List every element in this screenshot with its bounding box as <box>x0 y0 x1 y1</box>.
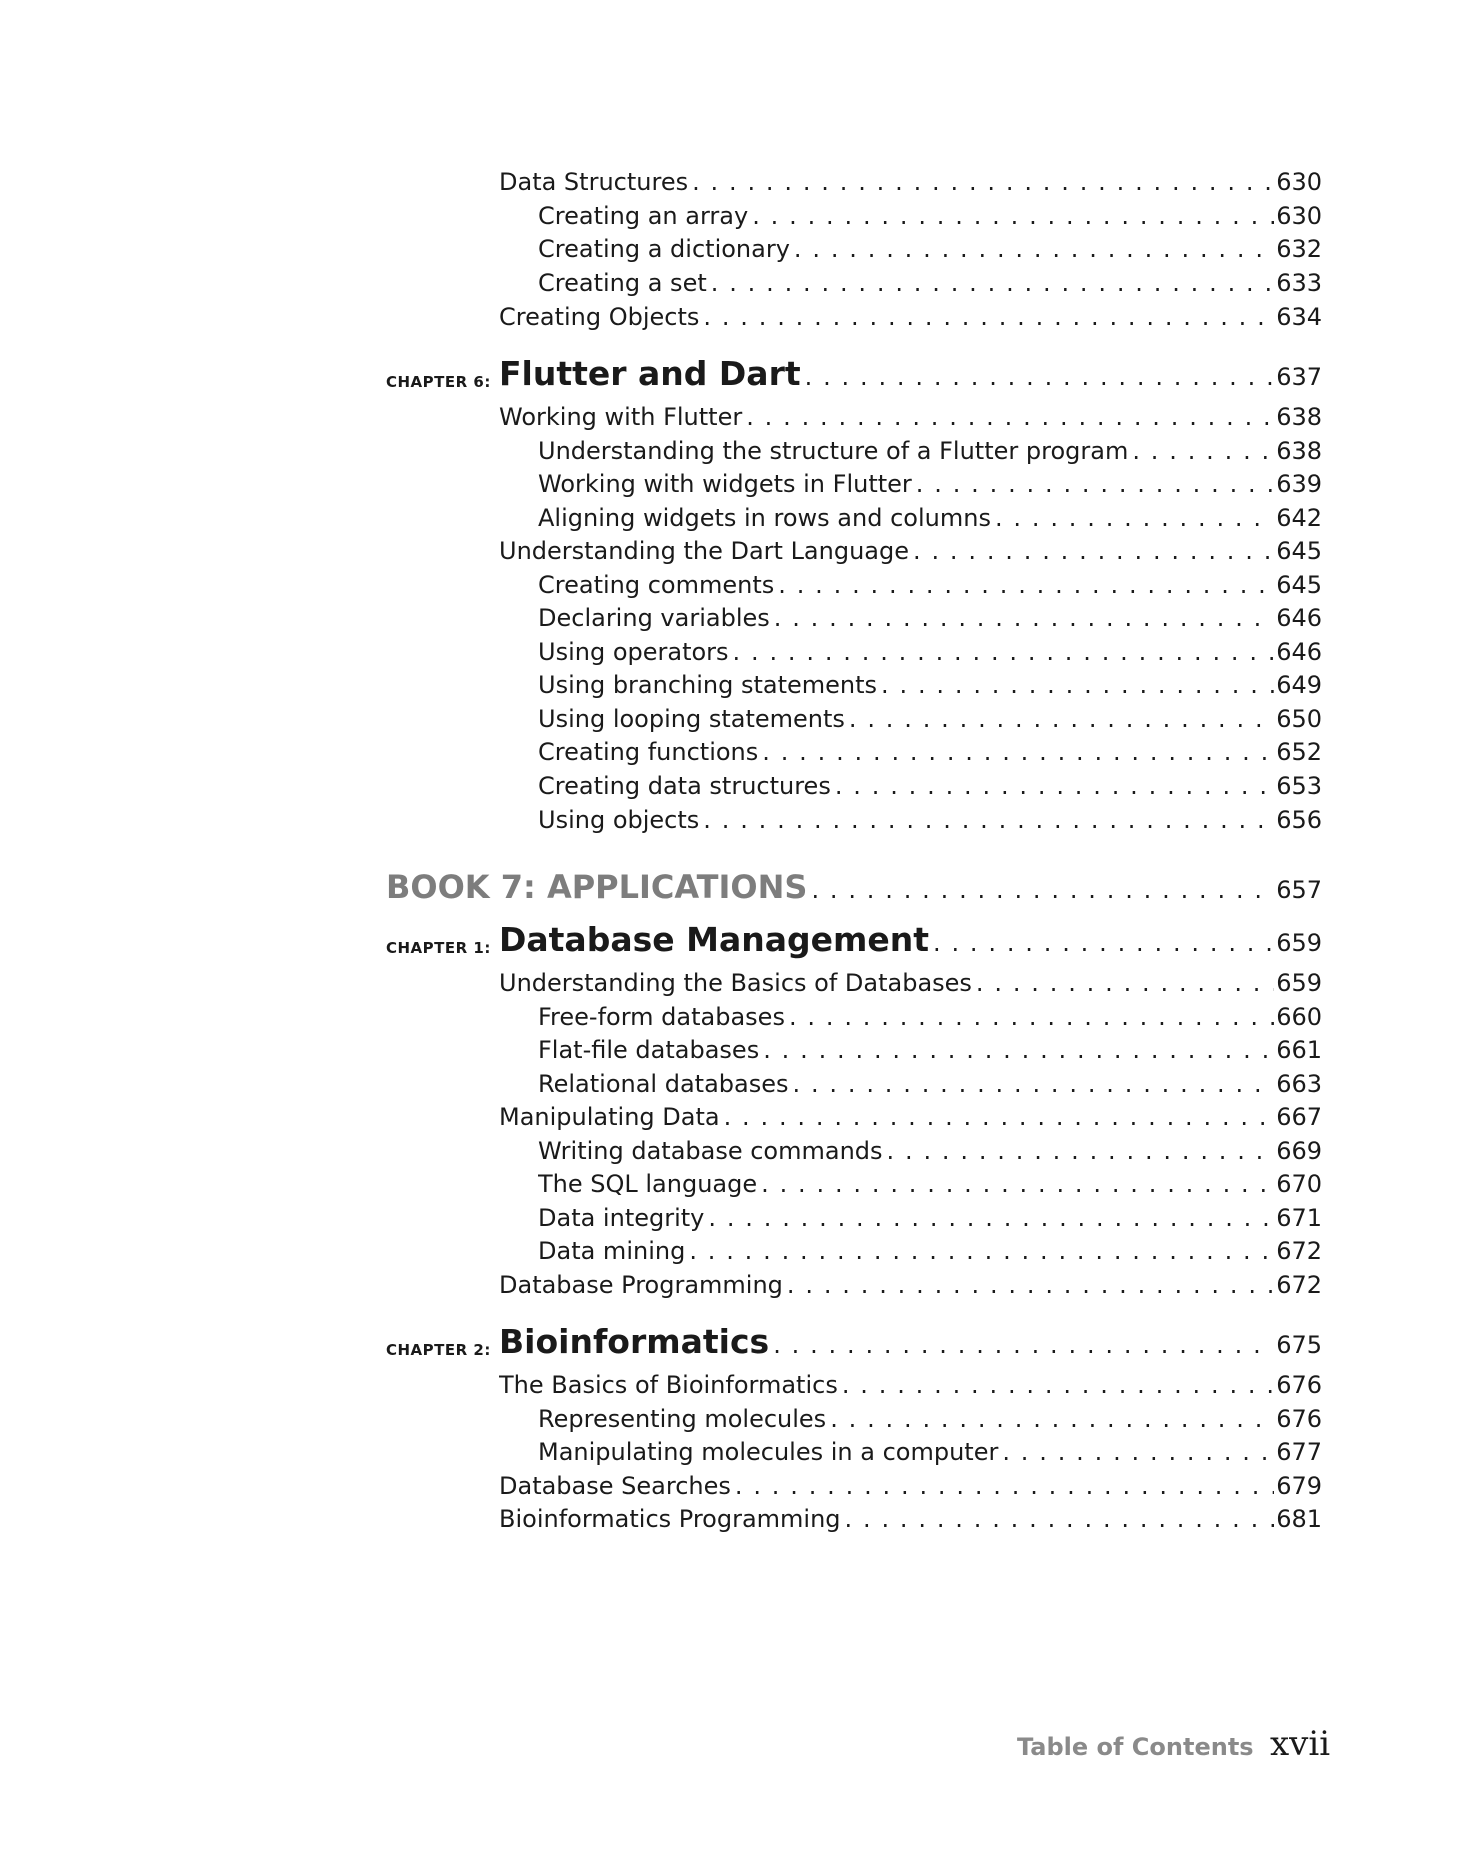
toc-book[interactable] <box>386 868 1322 906</box>
toc-entry-label: Writing database commands <box>538 1137 883 1165</box>
toc-page-number: 676 <box>1276 1405 1322 1433</box>
toc-entry-label: Flat-file databases <box>538 1036 760 1064</box>
toc-page-number: 646 <box>1276 604 1322 632</box>
toc-page-number: 630 <box>1276 168 1322 196</box>
leader-dots <box>881 671 1274 699</box>
toc-page-number: 671 <box>1276 1204 1322 1232</box>
leader-dots <box>703 303 1274 331</box>
toc-subentry[interactable] <box>538 705 1322 733</box>
toc-subentry[interactable] <box>538 571 1322 599</box>
leader-dots <box>703 806 1274 834</box>
toc-entry-label: Creating a set <box>538 269 707 297</box>
toc-subentry[interactable] <box>538 1003 1322 1031</box>
toc-entry[interactable] <box>499 537 1322 565</box>
toc-page-number: 677 <box>1276 1438 1322 1466</box>
toc-page-number: 676 <box>1276 1371 1322 1399</box>
toc-page-number: 638 <box>1276 403 1322 431</box>
toc-page-number: 670 <box>1276 1170 1322 1198</box>
toc-page-number: 652 <box>1276 738 1322 766</box>
toc-page-number: 663 <box>1276 1070 1322 1098</box>
leader-dots <box>794 235 1274 263</box>
toc-entry[interactable] <box>499 403 1322 431</box>
leader-dots <box>746 403 1274 431</box>
toc-entry-label: Understanding the structure of a Flutter program <box>538 437 1129 465</box>
toc-entry-label: Manipulating Data <box>499 1103 720 1131</box>
toc-page-number: 650 <box>1276 705 1322 733</box>
chapter-tag: CHAPTER 6: <box>386 373 491 391</box>
leader-dots <box>708 1204 1274 1232</box>
toc-subentry[interactable] <box>538 437 1322 465</box>
toc-subentry[interactable] <box>538 1204 1322 1232</box>
toc-entry-label: Database Searches <box>499 1472 731 1500</box>
toc-entry[interactable] <box>499 969 1322 997</box>
leader-dots <box>830 1405 1274 1433</box>
toc-subentry[interactable] <box>538 1036 1322 1064</box>
toc-page-number: 672 <box>1276 1237 1322 1265</box>
leader-dots <box>849 705 1274 733</box>
toc-entry-label: Aligning widgets in rows and columns <box>538 504 991 532</box>
leader-dots <box>735 1472 1274 1500</box>
leader-dots <box>805 363 1275 391</box>
toc-subentry[interactable] <box>538 202 1322 230</box>
running-footer-title: Table of Contents <box>1017 1733 1254 1761</box>
toc-subentry[interactable] <box>538 638 1322 666</box>
leader-dots <box>762 738 1274 766</box>
toc-entry-label: Data mining <box>538 1237 686 1265</box>
toc-page-number: 639 <box>1276 470 1322 498</box>
toc-entry-label: Bioinformatics Programming <box>499 1505 841 1533</box>
toc-entry-label: Free-form databases <box>538 1003 785 1031</box>
leader-dots <box>811 876 1274 904</box>
toc-page-number: 659 <box>1276 929 1322 957</box>
toc-page-number: 679 <box>1276 1472 1322 1500</box>
toc-page-number: 634 <box>1276 303 1322 331</box>
toc-subentry[interactable] <box>538 1237 1322 1265</box>
leader-dots <box>689 1237 1274 1265</box>
leader-dots <box>835 772 1274 800</box>
toc-subentry[interactable] <box>538 470 1322 498</box>
leader-dots <box>1132 437 1274 465</box>
toc-entry[interactable] <box>499 168 1322 196</box>
toc-subentry[interactable] <box>538 1405 1322 1433</box>
toc-entry-label: Using looping statements <box>538 705 845 733</box>
toc-page-number: 675 <box>1276 1331 1322 1359</box>
toc-page-number: 638 <box>1276 437 1322 465</box>
toc-entry-label: Declaring variables <box>538 604 770 632</box>
toc-subentry[interactable] <box>538 671 1322 699</box>
toc-entry-label: Creating an array <box>538 202 749 230</box>
toc-entry-label: Creating functions <box>538 738 759 766</box>
toc-subentry[interactable] <box>538 1137 1322 1165</box>
toc-subentry[interactable] <box>538 772 1322 800</box>
toc-page-number: 632 <box>1276 235 1322 263</box>
toc-entry-label: Manipulating molecules in a computer <box>538 1438 999 1466</box>
toc-entry-label: The Basics of Bioinformatics <box>499 1371 838 1399</box>
leader-dots <box>692 168 1274 196</box>
toc-entry-label: Data integrity <box>538 1204 705 1232</box>
toc-page-number: 642 <box>1276 504 1322 532</box>
toc-entry-label: Database Programming <box>499 1271 783 1299</box>
leader-dots <box>916 470 1274 498</box>
chapter-title: Bioinformatics <box>499 1322 770 1361</box>
toc-entry-label: Using objects <box>538 806 700 834</box>
toc-chapter[interactable] <box>499 1322 1322 1361</box>
book-title: BOOK 7: APPLICATIONS <box>386 868 808 906</box>
toc-entry-label: Understanding the Dart Language <box>499 537 910 565</box>
toc-subentry[interactable] <box>538 604 1322 632</box>
leader-dots <box>787 1271 1274 1299</box>
leader-dots <box>773 1331 1274 1359</box>
toc-entry-label: Working with widgets in Flutter <box>538 470 912 498</box>
toc-page-number: 630 <box>1276 202 1322 230</box>
toc-entry-label: Using branching statements <box>538 671 878 699</box>
toc-subentry[interactable] <box>538 1170 1322 1198</box>
chapter-title: Database Management <box>499 920 930 959</box>
toc-chapter[interactable] <box>499 354 1322 393</box>
toc-page-number: 637 <box>1276 363 1322 391</box>
toc-subentry[interactable] <box>538 269 1322 297</box>
leader-dots <box>793 1070 1275 1098</box>
chapter-tag: CHAPTER 1: <box>386 939 491 957</box>
leader-dots <box>733 638 1275 666</box>
leader-dots <box>933 929 1274 957</box>
toc-entry-label: Creating a dictionary <box>538 235 790 263</box>
toc-subentry[interactable] <box>538 1070 1322 1098</box>
page-number: xvii <box>1270 1724 1331 1764</box>
toc-entry-label: Creating Objects <box>499 303 700 331</box>
toc-subentry[interactable] <box>538 1438 1322 1466</box>
leader-dots <box>711 269 1274 297</box>
leader-dots <box>976 969 1274 997</box>
toc-entry-label: Creating comments <box>538 571 775 599</box>
leader-dots <box>724 1103 1275 1131</box>
leader-dots <box>761 1170 1274 1198</box>
toc-entry[interactable] <box>499 1371 1322 1399</box>
leader-dots <box>1002 1438 1274 1466</box>
leader-dots <box>842 1371 1274 1399</box>
toc-entry-label: Creating data structures <box>538 772 831 800</box>
leader-dots <box>913 537 1274 565</box>
toc-entry[interactable] <box>499 1103 1322 1131</box>
toc-entry-label: The SQL language <box>538 1170 758 1198</box>
toc-page-number: 681 <box>1276 1505 1322 1533</box>
leader-dots <box>763 1036 1274 1064</box>
toc-subentry[interactable] <box>538 806 1322 834</box>
toc-subentry[interactable] <box>538 235 1322 263</box>
toc-page-number: 656 <box>1276 806 1322 834</box>
toc-entry-label: Data Structures <box>499 168 689 196</box>
toc-page-number: 649 <box>1276 671 1322 699</box>
toc-entry[interactable] <box>499 1472 1322 1500</box>
toc-entry-label: Using operators <box>538 638 729 666</box>
toc-page-number: 633 <box>1276 269 1322 297</box>
toc-page-number: 661 <box>1276 1036 1322 1064</box>
leader-dots <box>995 504 1274 532</box>
leader-dots <box>752 202 1274 230</box>
leader-dots <box>887 1137 1275 1165</box>
toc-entry-label: Working with Flutter <box>499 403 743 431</box>
toc-page-number: 667 <box>1276 1103 1322 1131</box>
toc-page-number: 672 <box>1276 1271 1322 1299</box>
toc-entry-label: Understanding the Basics of Databases <box>499 969 972 997</box>
leader-dots <box>778 571 1274 599</box>
toc-entry-label: Relational databases <box>538 1070 789 1098</box>
toc-page-number: 645 <box>1276 571 1322 599</box>
toc-subentry[interactable] <box>538 738 1322 766</box>
chapter-tag: CHAPTER 2: <box>386 1341 491 1359</box>
chapter-title: Flutter and Dart <box>499 354 801 393</box>
leader-dots <box>774 604 1274 632</box>
toc-page-number: 657 <box>1276 876 1322 904</box>
toc-page-number: 653 <box>1276 772 1322 800</box>
toc-page-number: 660 <box>1276 1003 1322 1031</box>
toc-entry[interactable] <box>499 303 1322 331</box>
toc-entry[interactable] <box>499 1271 1322 1299</box>
toc-chapter[interactable] <box>499 920 1322 959</box>
leader-dots <box>789 1003 1274 1031</box>
toc-subentry[interactable] <box>538 504 1322 532</box>
toc-page-number: 659 <box>1276 969 1322 997</box>
toc-entry-label: Representing molecules <box>538 1405 827 1433</box>
toc-page-number: 646 <box>1276 638 1322 666</box>
leader-dots <box>845 1505 1275 1533</box>
toc-page-number: 669 <box>1276 1137 1322 1165</box>
toc-entry[interactable] <box>499 1505 1322 1533</box>
toc-page-number: 645 <box>1276 537 1322 565</box>
